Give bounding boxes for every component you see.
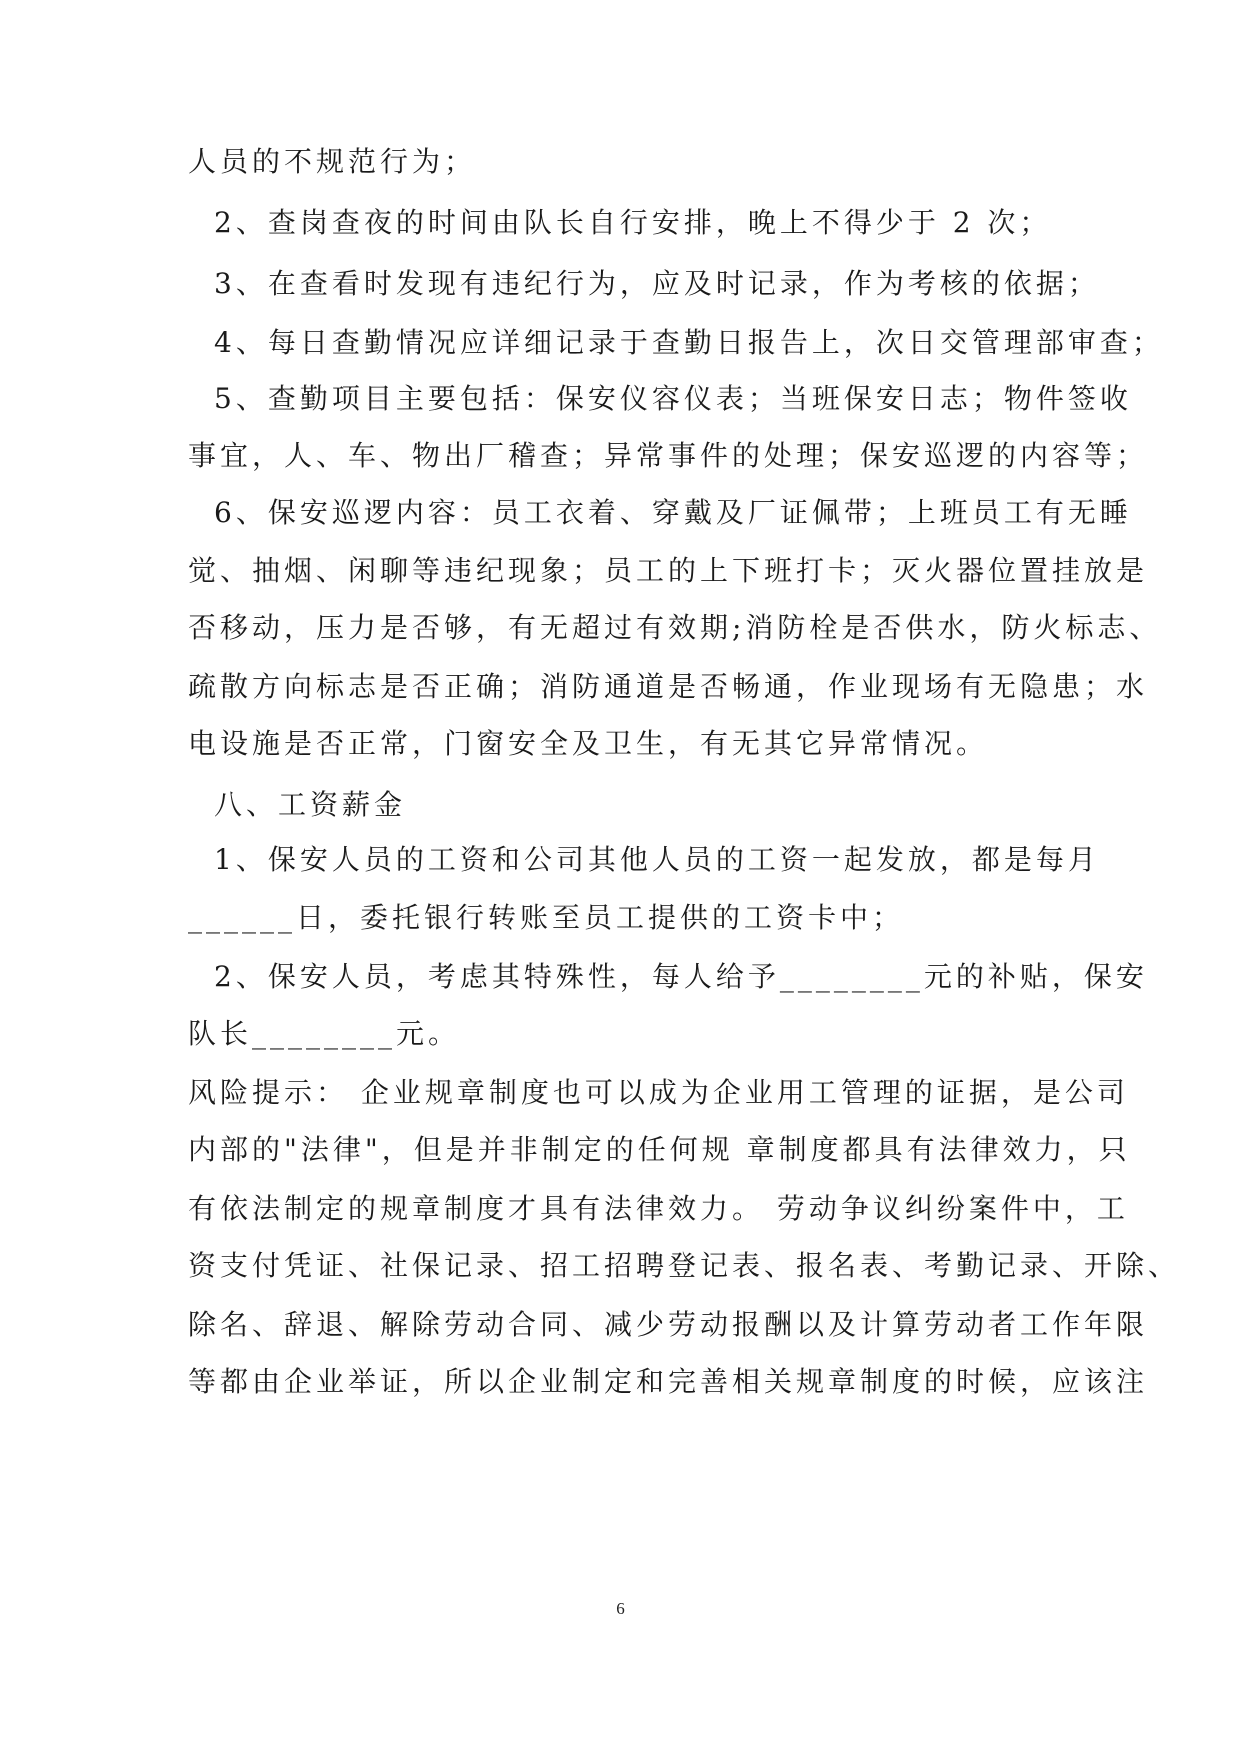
text-line: 内部的"法律"，但是并非制定的任何规 章制度都具有法律效力，只 — [188, 1133, 1131, 1166]
text-line: 觉、抽烟、闲聊等违纪现象；员工的上下班打卡；灭火器位置挂放是 — [188, 554, 1149, 587]
text-line: 等都由企业举证，所以企业制定和完善相关规章制度的时候，应该注 — [188, 1365, 1149, 1398]
text-line: 5、查勤项目主要包括：保安仪容仪表；当班保安日志；物件签收 — [214, 382, 1132, 415]
text-line: 队长________元。 — [188, 1017, 461, 1050]
text-line: ______日，委托银行转账至员工提供的工资卡中； — [188, 901, 905, 934]
text-line: 6、保安巡逻内容：员工衣着、穿戴及厂证佩带；上班员工有无睡 — [214, 496, 1132, 529]
text-line: 2、查岗查夜的时间由队长自行安排，晚上不得少于 2 次； — [214, 206, 1052, 239]
text-line: 4、每日查勤情况应详细记录于查勤日报告上，次日交管理部审查； — [214, 326, 1164, 359]
text-line: 事宜，人、车、物出厂稽查；异常事件的处理；保安巡逻的内容等； — [188, 439, 1149, 472]
text-line: 电设施是否正常，门窗安全及卫生，有无其它异常情况。 — [188, 727, 989, 760]
text-line: 人员的不规范行为； — [188, 145, 477, 178]
page-number: 6 — [616, 1599, 625, 1618]
text-line: 1、保安人员的工资和公司其他人员的工资一起发放，都是每月 — [214, 843, 1100, 876]
text-line: 资支付凭证、社保记录、招工招聘登记表、报名表、考勤记录、开除、 — [188, 1249, 1181, 1282]
text-line: 除名、辞退、解除劳动合同、减少劳动报酬以及计算劳动者工作年限 — [188, 1308, 1149, 1341]
text-line: 疏散方向标志是否正确；消防通道是否畅通，作业现场有无隐患；水 — [188, 670, 1149, 703]
risk-note-line: 风险提示： 企业规章制度也可以成为企业用工管理的证据，是公司 — [188, 1076, 1129, 1109]
text-line: 2、保安人员，考虑其特殊性，每人给予________元的补贴，保安 — [214, 960, 1148, 993]
section-heading: 八、工资薪金 — [214, 788, 407, 821]
text-line: 有依法制定的规章制度才具有法律效力。 劳动争议纠纷案件中，工 — [188, 1192, 1129, 1225]
text-line: 否移动，压力是否够，有无超过有效期;消防栓是否供水，防火标志、 — [188, 611, 1162, 644]
text-line: 3、在查看时发现有违纪行为，应及时记录，作为考核的依据； — [214, 267, 1100, 300]
